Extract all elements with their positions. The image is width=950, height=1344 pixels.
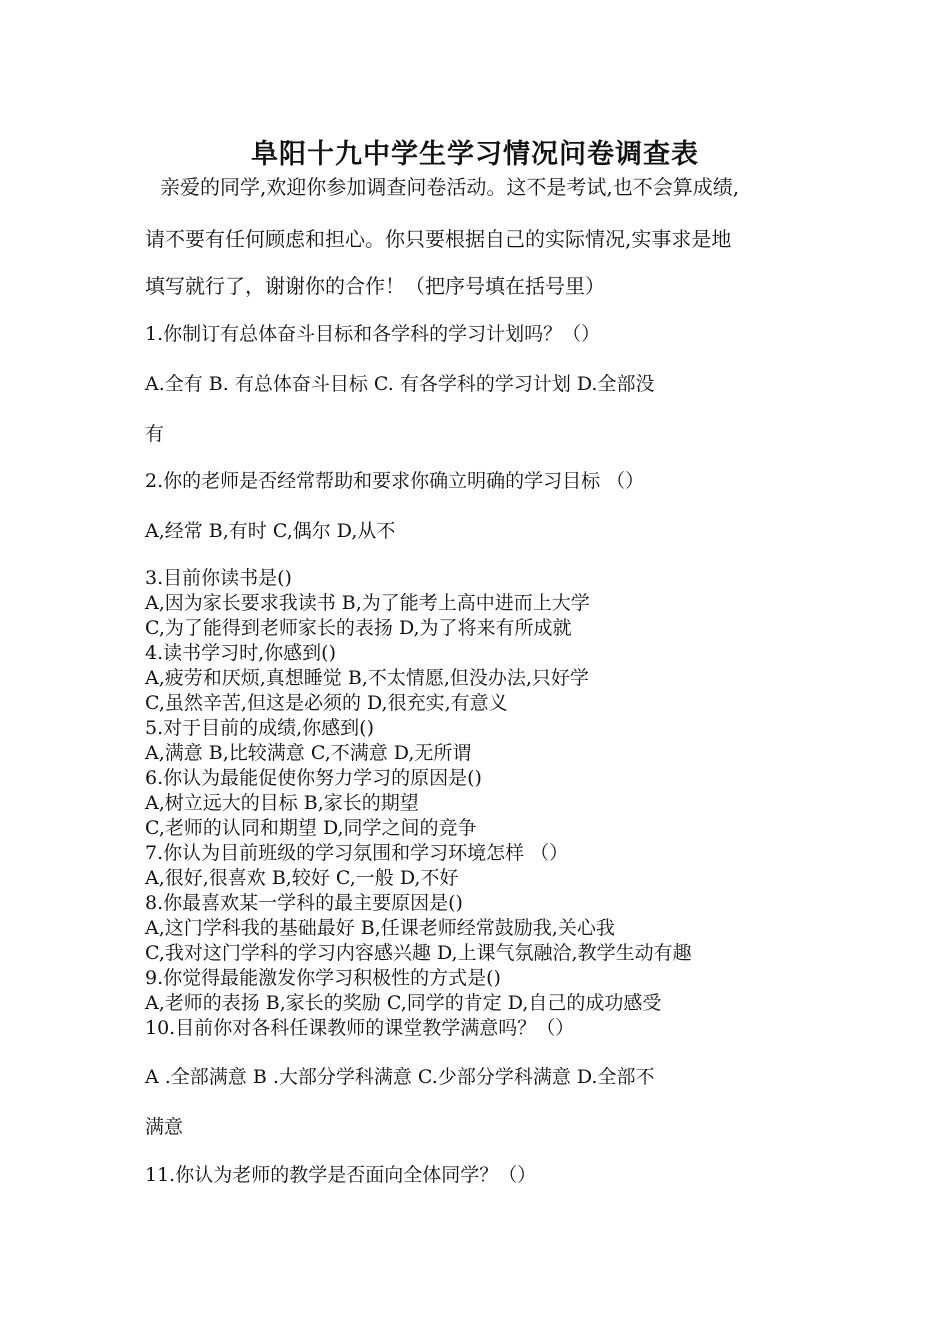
question-4: 4.读书学习时,你感到(): [145, 642, 336, 664]
intro-line-1: 亲爱的同学,欢迎你参加调查问卷活动。这不是考试,也不会算成绩,: [160, 175, 740, 199]
question-10: 10.目前你对各科任课教师的课堂教学满意吗？（）: [145, 1017, 575, 1039]
question-8-options-1: A,这门学科我的基础最好 B,任课老师经常鼓励我,关心我: [145, 917, 615, 939]
question-6-options-2: C,老师的认同和期望 D,同学之间的竞争: [145, 817, 477, 839]
question-6: 6.你认为最能促使你努力学习的原因是(): [145, 767, 482, 789]
question-7: 7.你认为目前班级的学习氛围和学习环境怎样 （）: [145, 842, 569, 864]
question-4-options-1: A,疲劳和厌烦,真想睡觉 B,不太情愿,但没办法,只好学: [145, 667, 589, 689]
question-9-options: A,老师的表扬 B,家长的奖励 C,同学的肯定 D,自己的成功感受: [145, 992, 662, 1014]
question-5: 5.对于目前的成绩,你感到(): [145, 717, 374, 739]
question-2: 2.你的老师是否经常帮助和要求你确立明确的学习目标 （）: [145, 470, 645, 492]
question-10-options-wrap: 满意: [145, 1116, 184, 1138]
question-6-options-1: A,树立远大的目标 B,家长的期望: [145, 792, 419, 814]
intro-line-2: 请不要有任何顾虑和担心。你只要根据自己的实际情况,实事求是地: [145, 227, 732, 251]
page-title: 阜阳十九中学生学习情况问卷调查表: [251, 139, 699, 170]
question-3: 3.目前你读书是(): [145, 567, 292, 589]
question-5-options: A,满意 B,比较满意 C,不满意 D,无所谓: [145, 742, 472, 764]
question-10-options: A .全部满意 B .大部分学科满意 C.少部分学科满意 D.全部不: [145, 1066, 655, 1088]
question-1-options: A.全有 B. 有总体奋斗目标 C. 有各学科的学习计划 D.全部没: [145, 373, 655, 395]
question-8-options-2: C,我对这门学科的学习内容感兴趣 D,上课气氛融洽,教学生动有趣: [145, 942, 692, 964]
question-8: 8.你最喜欢某一学科的最主要原因是(): [145, 892, 463, 914]
question-4-options-2: C,虽然辛苦,但这是必须的 D,很充实,有意义: [145, 692, 508, 714]
question-2-options: A,经常 B,有时 C,偶尔 D,从不: [145, 520, 396, 542]
intro-line-3: 填写就行了，谢谢你的合作！（把序号填在括号里）: [145, 274, 605, 298]
question-1: 1.你制订有总体奋斗目标和各学科的学习计划吗？（）: [145, 323, 601, 345]
question-7-options: A,很好,很喜欢 B,较好 C,一般 D,不好: [145, 867, 459, 889]
question-11: 11.你认为老师的教学是否面向全体同学？（）: [145, 1164, 537, 1186]
question-3-options-1: A,因为家长要求我读书 B,为了能考上高中进而上大学: [145, 592, 590, 614]
question-1-options-wrap: 有: [145, 423, 165, 445]
question-9: 9.你觉得最能激发你学习积极性的方式是(): [145, 967, 501, 989]
question-3-options-2: C,为了能得到老师家长的表扬 D,为了将来有所成就: [145, 617, 572, 639]
